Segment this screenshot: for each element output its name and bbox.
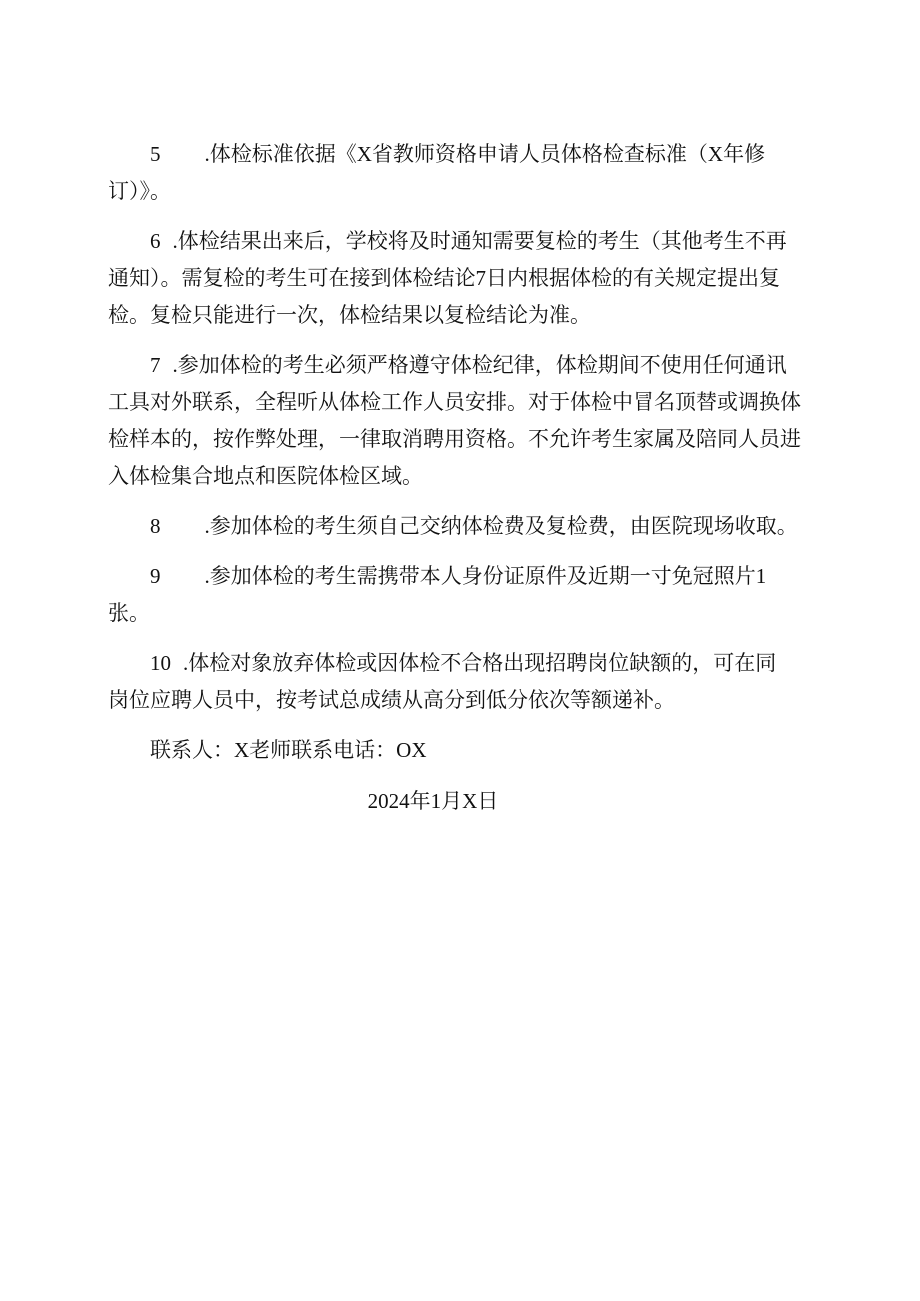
item-text-line: 检样本的，按作弊处理，一律取消聘用资格。不允许考生家属及陪同人员进 xyxy=(108,427,801,451)
item-text-line: 订）》。 xyxy=(108,179,171,203)
item-text-line: .体检对象放弃体检或因体检不合格出现招聘岗位缺额的，可在同 xyxy=(183,651,777,675)
item-text-line: .参加体检的考生需携带本人身份证原件及近期一寸免冠照片1 xyxy=(204,564,767,588)
item-text-line: 岗位应聘人员中，按考试总成绩从高分到低分依次等额递补。 xyxy=(108,688,675,712)
date-line: 2024年1月X日 xyxy=(367,789,499,813)
item-6 xyxy=(108,223,828,334)
item-number: 9 xyxy=(150,564,161,588)
item-number: 8 xyxy=(150,514,161,538)
item-9 xyxy=(108,558,828,632)
item-text-line: .参加体检的考生须自己交纳体检费及复检费，由医院现场收取。 xyxy=(204,514,798,538)
item-text-line: 通知）。需复检的考生可在接到体检结论7日内根据体检的有关规定提出复 xyxy=(108,266,780,290)
item-number: 6 xyxy=(150,229,161,253)
item-number: 7 xyxy=(150,353,161,377)
item-text-line: 入体检集合地点和医院体检区域。 xyxy=(108,464,423,488)
item-7 xyxy=(108,347,828,495)
item-text-line: .体检标准依据《X省教师资格申请人员体格检查标准（X年修 xyxy=(204,142,766,166)
item-8 xyxy=(108,508,828,545)
item-5 xyxy=(108,136,828,210)
item-text-line: 张。 xyxy=(108,601,150,625)
item-text-line: 工具对外联系，全程听从体检工作人员安排。对于体检中冒名顶替或调换体 xyxy=(108,390,801,414)
contact-line: 联系人：X老师联系电话：OX xyxy=(150,738,427,762)
item-number: 10 xyxy=(150,651,171,675)
document-body xyxy=(108,136,828,820)
item-10 xyxy=(108,645,828,719)
item-number: 5 xyxy=(150,142,161,166)
item-text-line: 检。复检只能进行一次，体检结果以复检结论为准。 xyxy=(108,303,591,327)
item-text-line: .体检结果出来后，学校将及时通知需要复检的考生（其他考生不再 xyxy=(172,229,787,253)
item-text-line: .参加体检的考生必须严格遵守体检纪律，体检期间不使用任何通讯 xyxy=(172,353,787,377)
